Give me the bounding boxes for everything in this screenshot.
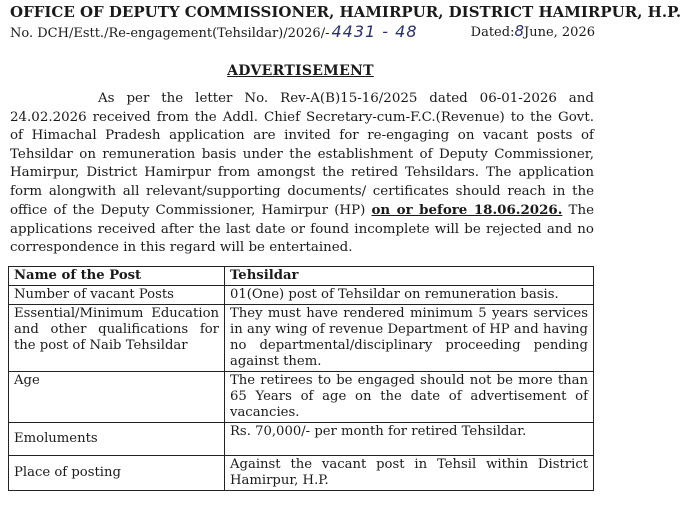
row-label: Essential/Minimum Education and other qualifications for the post of Naib Tehsildar xyxy=(9,305,225,372)
post-details-table xyxy=(8,266,594,491)
table-row xyxy=(9,267,594,286)
row-value: Against the vacant post in Tehsil within District Hamirpur, H.P. xyxy=(225,456,594,491)
row-label: Number of vacant Posts xyxy=(9,286,225,305)
dated-month-year: June, 2026 xyxy=(524,25,595,40)
row-value: They must have rendered minimum 5 years services in any wing of revenue Department of HP and having no departmental/disciplinary proceeding pending against them. xyxy=(225,305,594,372)
advertisement-title: ADVERTISEMENT xyxy=(227,63,374,79)
deadline-text: on or before 18.06.2026. xyxy=(371,202,563,218)
handwritten-dispatch-number: 4431 - 48 xyxy=(331,22,418,41)
table-row xyxy=(9,305,594,372)
row-value: Rs. 70,000/- per month for retired Tehsildar. xyxy=(225,423,594,456)
handwritten-day: 8 xyxy=(514,22,524,40)
body-text-after: The applications received after the last date or found incomplete will be rejected and no correspondence in this regard will be entertained. xyxy=(10,203,594,255)
advertisement-body xyxy=(10,90,594,258)
table-row xyxy=(9,456,594,491)
row-value: The retirees to be engaged should not be more than 65 Years of age on the date of advertisement of vacancies. xyxy=(225,372,594,423)
row-label: Emoluments xyxy=(9,423,225,456)
dated-label: Dated: xyxy=(470,25,515,40)
table-row xyxy=(9,286,594,305)
reference-prefix: No. DCH/Estt./Re-engagement(Tehsildar)/2026/- xyxy=(10,26,330,41)
row-label: Age xyxy=(9,372,225,423)
row-value: Tehsildar xyxy=(225,267,594,286)
reference-number xyxy=(10,22,418,41)
table-row xyxy=(9,372,594,423)
reference-line xyxy=(10,22,595,41)
date-stamp xyxy=(471,22,595,41)
row-label: Name of the Post xyxy=(9,267,225,286)
table-row xyxy=(9,423,594,456)
row-label: Place of posting xyxy=(9,456,225,491)
body-text-before: As per the letter No. Rev-A(B)15-16/2025 dated 06-01-2026 and 24.02.2026 received from the Addl. Chief Secretary-cum-F.C.(Revenue) to the Govt. of Himachal Pradesh application are invited for re-engaging on vacant posts of Tehsildar on remuneration basis under the establishment of Deputy Commissioner, Hamirpur, District Hamirpur from amongst the retired Tehsildars. The application form alongwith all relevant/supporting documents/ certificates should reach in the office of the Deputy Commissioner, Hamirpur (HP) xyxy=(10,91,594,218)
office-heading: OFFICE OF DEPUTY COMMISSIONER, HAMIRPUR, DISTRICT HAMIRPUR, H.P. xyxy=(10,3,681,21)
row-value: 01(One) post of Tehsildar on remuneration basis. xyxy=(225,286,594,305)
